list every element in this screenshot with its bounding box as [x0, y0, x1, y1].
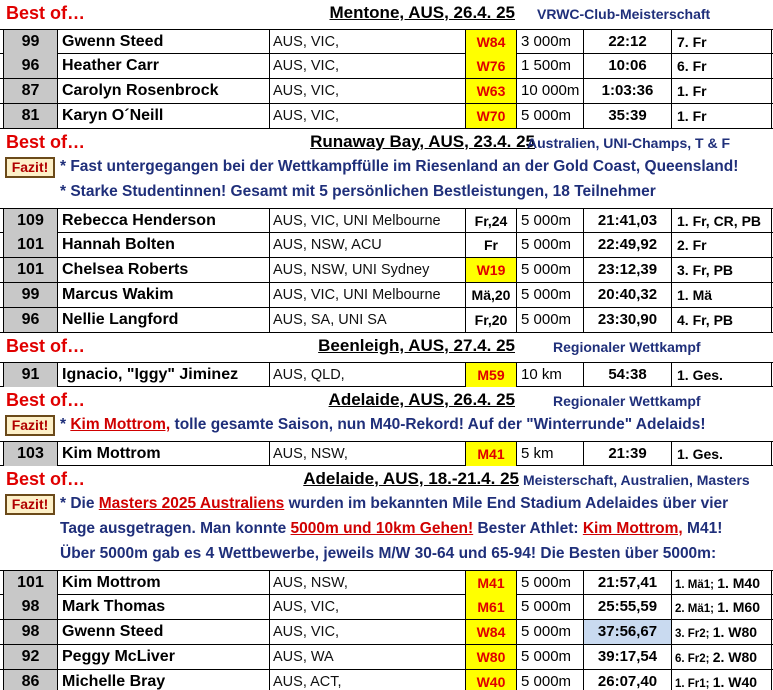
- athlete-name: Kim Mottrom: [58, 442, 270, 466]
- placing-overall: 3. Fr2;: [675, 628, 710, 640]
- category-cell: Mä,20: [466, 283, 517, 307]
- table-row: [0, 570, 773, 595]
- table-row: [0, 79, 773, 104]
- table-row: [0, 233, 773, 258]
- distance-cell: 10 000m: [517, 79, 584, 103]
- category-cell: W76: [466, 54, 517, 78]
- time-cell: 35:39: [584, 104, 672, 128]
- category-cell: Fr: [466, 233, 517, 257]
- note-line: [0, 155, 773, 180]
- athlete-name: Chelsea Roberts: [58, 258, 270, 282]
- distance-cell: 5 000m: [517, 258, 584, 282]
- distance-cell: 5 000m: [517, 283, 584, 307]
- category-cell: W80: [466, 645, 517, 669]
- note-fragment: Tage ausgetragen. Man konnte: [60, 520, 291, 537]
- club-cell: AUS, VIC, UNI Melbourne: [270, 283, 466, 307]
- time-cell: 21:41,03: [584, 209, 672, 233]
- category-cell: Fr,20: [466, 308, 517, 332]
- note-text: [60, 520, 722, 538]
- meet-title: Beenleigh, AUS, 27.4. 25: [318, 336, 515, 355]
- placing-age-group: 1. W80: [712, 624, 758, 640]
- note-line: [0, 542, 773, 567]
- note-fragment: tolle gesamte Saison, nun M40-Rekord! Auf der "Winterrunde" Adelaids!: [170, 416, 706, 433]
- meet-title: Mentone, AUS, 26.4. 25: [329, 3, 515, 22]
- points-cell: 86: [3, 670, 58, 690]
- table-row: [0, 620, 773, 645]
- time-cell: 54:38: [584, 363, 672, 387]
- placing-cell: [672, 645, 772, 669]
- table-row: [0, 29, 773, 54]
- points-cell: 87: [3, 79, 58, 103]
- note-text: [60, 183, 656, 201]
- placing-cell: 4. Fr, PB: [672, 308, 772, 332]
- note-line: [0, 492, 773, 517]
- category-cell: M59: [466, 363, 517, 387]
- points-cell: 98: [3, 620, 58, 644]
- distance-cell: 5 000m: [517, 595, 584, 619]
- time-cell: 21:57,41: [584, 571, 672, 595]
- time-cell: 23:30,90: [584, 308, 672, 332]
- distance-cell: 10 km: [517, 363, 584, 387]
- points-cell: 96: [3, 308, 58, 332]
- points-cell: 81: [3, 104, 58, 128]
- placing-overall: 2. Mä1;: [675, 603, 714, 615]
- event-type: VRWC-Club-Meisterschaft: [537, 6, 711, 22]
- table-row: [0, 441, 773, 466]
- club-cell: AUS, WA: [270, 645, 466, 669]
- category-cell: M41: [466, 571, 517, 595]
- note-fragment: wurden im bekannten Mile End Stadium Adelaides über vier: [284, 495, 729, 512]
- fazit-badge: Fazit!: [5, 415, 55, 436]
- points-cell: 101: [3, 571, 58, 595]
- time-cell: 26:07,40: [584, 670, 672, 690]
- note-text: [60, 158, 738, 176]
- note-fragment: *: [60, 416, 71, 433]
- table-row: [0, 645, 773, 670]
- table-row: [0, 258, 773, 283]
- athlete-name: Peggy McLiver: [58, 645, 270, 669]
- points-cell: 92: [3, 645, 58, 669]
- distance-cell: 1 500m: [517, 54, 584, 78]
- note-line: [0, 413, 773, 438]
- table-row: [0, 54, 773, 79]
- table-row: [0, 283, 773, 308]
- placing-age-group: 1. W40: [712, 674, 758, 690]
- points-cell: 91: [3, 363, 58, 387]
- placing-cell: [672, 595, 772, 619]
- athlete-name: Marcus Wakim: [58, 283, 270, 307]
- time-cell: 39:17,54: [584, 645, 672, 669]
- note-text: [60, 545, 716, 563]
- best-of-label: Best of…: [6, 390, 86, 410]
- placing-cell: 3. Fr, PB: [672, 258, 772, 282]
- club-cell: AUS, VIC, UNI Melbourne: [270, 209, 466, 233]
- note-highlight: Masters 2025 Australiens: [98, 495, 285, 512]
- athlete-name: Gwenn Steed: [58, 30, 270, 54]
- athlete-name: Hannah Bolten: [58, 233, 270, 257]
- category-cell: M61: [466, 595, 517, 619]
- table-row: [0, 208, 773, 233]
- meet-title: Runaway Bay, AUS, 23.4. 25: [310, 132, 535, 151]
- athlete-name: Carolyn Rosenbrock: [58, 79, 270, 103]
- note-highlight: Kim Mottrom,: [70, 416, 171, 433]
- section-header: [0, 333, 773, 359]
- time-cell: 10:06: [584, 54, 672, 78]
- time-cell: 25:55,59: [584, 595, 672, 619]
- time-cell: 20:40,32: [584, 283, 672, 307]
- best-of-label: Best of…: [6, 336, 86, 356]
- placing-overall: 1. Mä1;: [675, 579, 714, 591]
- placing-cell: 2. Fr: [672, 233, 772, 257]
- section-header: [0, 0, 773, 26]
- placing-cell: 1. Ges.: [672, 442, 772, 466]
- points-cell: 98: [3, 595, 58, 619]
- points-cell: 101: [3, 233, 58, 257]
- time-cell: 21:39: [584, 442, 672, 466]
- athlete-name: Mark Thomas: [58, 595, 270, 619]
- section-header: [0, 129, 773, 155]
- note-fragment: Bester Athlet:: [473, 520, 583, 537]
- meet-title: Adelaide, AUS, 26.4. 25: [328, 390, 515, 409]
- category-cell: Fr,24: [466, 209, 517, 233]
- placing-cell: 1. Mä: [672, 283, 772, 307]
- club-cell: AUS, SA, UNI SA: [270, 308, 466, 332]
- time-cell: 37:56,67: [584, 620, 672, 644]
- note-line: [0, 517, 773, 542]
- athlete-name: Nellie Langford: [58, 308, 270, 332]
- athlete-name: Gwenn Steed: [58, 620, 270, 644]
- table-row: [0, 670, 773, 690]
- time-cell: 22:12: [584, 30, 672, 54]
- club-cell: AUS, VIC,: [270, 595, 466, 619]
- fazit-badge: Fazit!: [5, 157, 55, 178]
- category-cell: W40: [466, 670, 517, 690]
- athlete-name: Kim Mottrom: [58, 571, 270, 595]
- category-cell: W63: [466, 79, 517, 103]
- section-header: [0, 466, 773, 492]
- club-cell: AUS, VIC,: [270, 30, 466, 54]
- note-highlight: 5000m und 10km Gehen!: [290, 520, 474, 537]
- note-highlight: Kim Mottrom,: [582, 520, 683, 537]
- club-cell: AUS, NSW,: [270, 571, 466, 595]
- club-cell: AUS, VIC,: [270, 79, 466, 103]
- table-row: [0, 104, 773, 129]
- event-type: Regionaler Wettkampf: [553, 339, 701, 355]
- note-fragment: * Die: [60, 495, 99, 512]
- section-header: [0, 387, 773, 413]
- note-text: [60, 495, 728, 513]
- table-row: [0, 362, 773, 387]
- club-cell: AUS, NSW, ACU: [270, 233, 466, 257]
- points-cell: 96: [3, 54, 58, 78]
- fazit-badge: Fazit!: [5, 494, 55, 515]
- placing-cell: 1. Fr: [672, 79, 772, 103]
- points-cell: 109: [3, 209, 58, 233]
- category-cell: W19: [466, 258, 517, 282]
- placing-age-group: 2. W80: [712, 649, 758, 665]
- best-of-label: Best of…: [6, 469, 86, 489]
- placing-cell: 1. Ges.: [672, 363, 772, 387]
- distance-cell: 5 km: [517, 442, 584, 466]
- placing-cell: 7. Fr: [672, 30, 772, 54]
- points-cell: 99: [3, 30, 58, 54]
- placing-cell: 1. Fr, CR, PB: [672, 209, 772, 233]
- category-cell: W84: [466, 620, 517, 644]
- category-cell: W70: [466, 104, 517, 128]
- time-cell: 22:49,92: [584, 233, 672, 257]
- best-of-label: Best of…: [6, 3, 86, 23]
- club-cell: AUS, ACT,: [270, 670, 466, 690]
- athlete-name: Heather Carr: [58, 54, 270, 78]
- athlete-name: Ignacio, "Iggy" Jiminez: [58, 363, 270, 387]
- athlete-name: Rebecca Henderson: [58, 209, 270, 233]
- distance-cell: 5 000m: [517, 670, 584, 690]
- note-fragment: * Fast untergegangen bei der Wettkampffülle im Riesenland an der Gold Coast, Queensland!: [60, 158, 739, 175]
- placing-overall: 1. Fr1;: [675, 678, 710, 690]
- distance-cell: 5 000m: [517, 104, 584, 128]
- placing-overall: 6. Fr2;: [675, 653, 710, 665]
- event-type: Australien, UNI-Champs, T & F: [527, 135, 731, 151]
- distance-cell: 5 000m: [517, 620, 584, 644]
- note-line: [0, 180, 773, 205]
- distance-cell: 5 000m: [517, 645, 584, 669]
- note-fragment: Über 5000m gab es 4 Wettbewerbe, jeweils M/W 30-64 und 65-94! Die Besten über 5000m:: [60, 545, 717, 562]
- club-cell: AUS, VIC,: [270, 620, 466, 644]
- points-cell: 103: [3, 442, 58, 466]
- placing-cell: [672, 571, 772, 595]
- category-cell: W84: [466, 30, 517, 54]
- points-cell: 101: [3, 258, 58, 282]
- club-cell: AUS, NSW,: [270, 442, 466, 466]
- note-fragment: * Starke Studentinnen! Gesamt mit 5 persönlichen Bestleistungen, 18 Teilnehmer: [60, 183, 656, 200]
- distance-cell: 5 000m: [517, 209, 584, 233]
- athlete-name: Michelle Bray: [58, 670, 270, 690]
- placing-cell: 6. Fr: [672, 54, 772, 78]
- note-fragment: M41!: [682, 520, 723, 537]
- event-type: Regionaler Wettkampf: [553, 393, 701, 409]
- distance-cell: 3 000m: [517, 30, 584, 54]
- points-cell: 99: [3, 283, 58, 307]
- club-cell: AUS, VIC,: [270, 54, 466, 78]
- table-row: [0, 308, 773, 333]
- distance-cell: 5 000m: [517, 571, 584, 595]
- best-of-label: Best of…: [6, 132, 86, 152]
- note-text: [60, 416, 706, 434]
- placing-age-group: 1. M40: [717, 575, 761, 591]
- event-type: Meisterschaft, Australien, Masters: [523, 472, 750, 488]
- meet-title: Adelaide, AUS, 18.-21.4. 25: [303, 469, 519, 488]
- placing-cell: [672, 620, 772, 644]
- distance-cell: 5 000m: [517, 308, 584, 332]
- club-cell: AUS, VIC,: [270, 104, 466, 128]
- time-cell: 1:03:36: [584, 79, 672, 103]
- placing-cell: 1. Fr: [672, 104, 772, 128]
- placing-age-group: 1. M60: [717, 599, 761, 615]
- club-cell: AUS, QLD,: [270, 363, 466, 387]
- athlete-name: Karyn O´Neill: [58, 104, 270, 128]
- distance-cell: 5 000m: [517, 233, 584, 257]
- category-cell: M41: [466, 442, 517, 466]
- club-cell: AUS, NSW, UNI Sydney: [270, 258, 466, 282]
- placing-cell: [672, 670, 772, 690]
- table-row: [0, 595, 773, 620]
- time-cell: 23:12,39: [584, 258, 672, 282]
